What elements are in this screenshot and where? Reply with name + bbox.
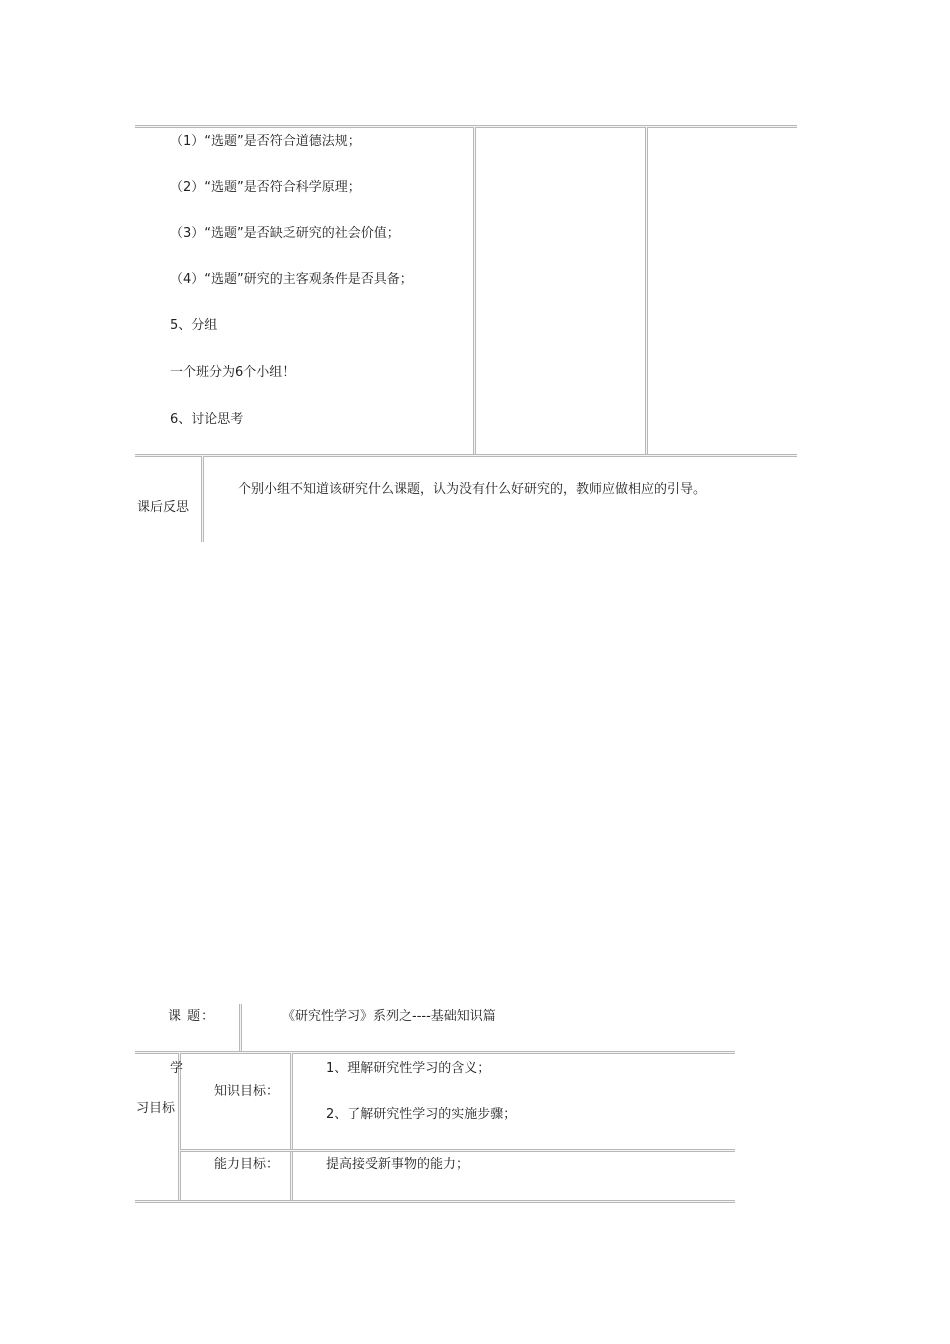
table1-reflection-divider [201, 456, 204, 542]
table1-top-border [135, 125, 797, 128]
topic-label: 课 题： [168, 1009, 216, 1024]
list-item: （2）“选题”是否符合科学原理； [170, 180, 361, 195]
section-heading-grouping: 5、分组 [170, 318, 218, 333]
section-heading-discussion: 6、讨论思考 [170, 412, 244, 427]
table1-col-divider-2 [645, 127, 648, 454]
grouping-note: 一个班分为6个小组！ [170, 365, 296, 380]
knowledge-goal-item: 2、了解研究性学习的实施步骤； [326, 1107, 517, 1122]
table1-row-divider [135, 454, 797, 457]
knowledge-goal-item: 1、理解研究性学习的含义； [326, 1061, 491, 1076]
table2-row-divider [180, 1149, 735, 1152]
list-item: （4）“选题”研究的主客观条件是否具备； [170, 272, 413, 287]
goals-label-top: 学 [170, 1061, 184, 1076]
topic-divider [239, 1004, 242, 1052]
ability-goal-label: 能力目标： [214, 1157, 280, 1172]
reflection-label: 课后反思 [137, 500, 190, 515]
list-item: （1）“选题”是否符合道德法规； [170, 134, 361, 149]
table1-col-divider-1 [473, 127, 476, 454]
reflection-text: 个别小组不知道该研究什么课题，认为没有什么好研究的，教师应做相应的引导。 [238, 482, 707, 497]
goals-label-bottom: 习目标 [136, 1101, 176, 1116]
table2-col-divider-2 [290, 1053, 293, 1201]
knowledge-goal-label: 知识目标： [214, 1084, 280, 1099]
ability-goal-value: 提高接受新事物的能力； [326, 1157, 470, 1172]
topic-value: 《研究性学习》系列之----基础知识篇 [282, 1009, 496, 1024]
table2-top-border [135, 1051, 735, 1054]
list-item: （3）“选题”是否缺乏研究的社会价值； [170, 226, 400, 241]
table2-bottom-border [135, 1200, 735, 1203]
